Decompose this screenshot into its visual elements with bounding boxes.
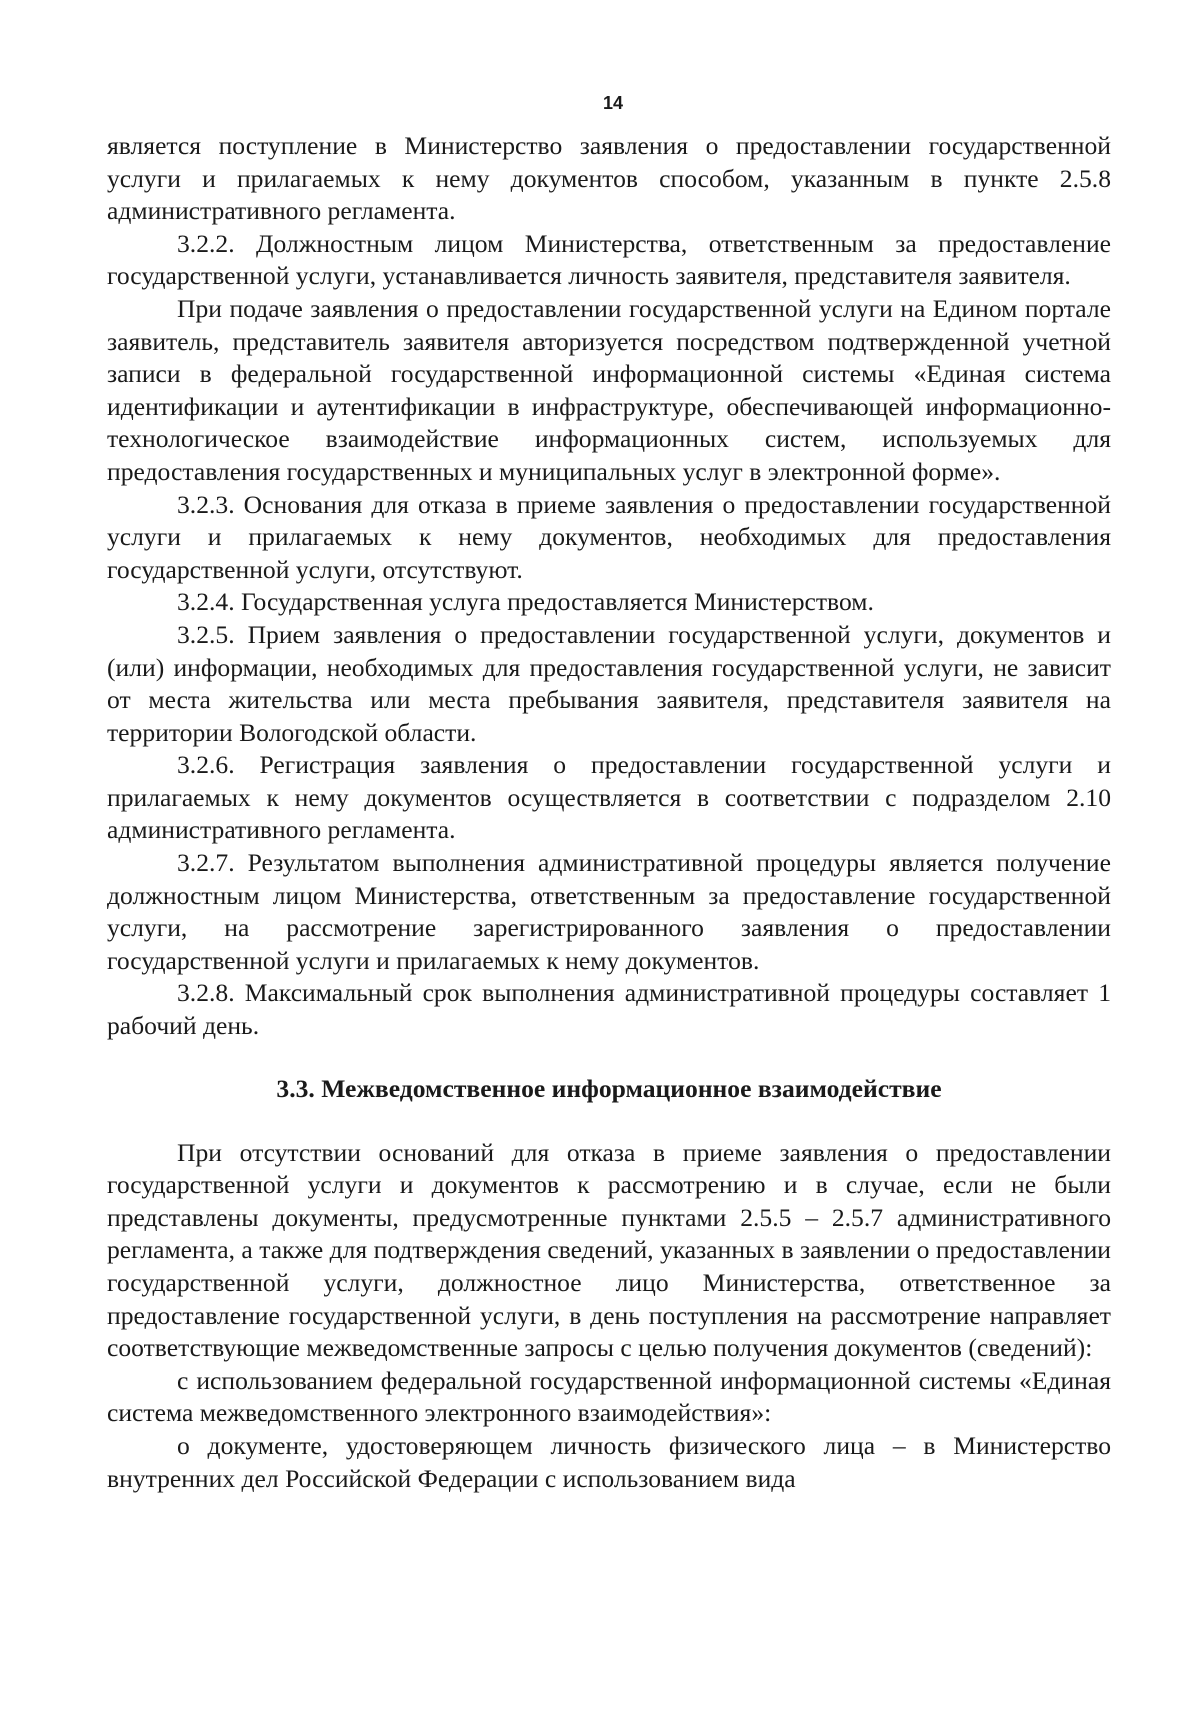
paragraph-identity-document: о документе, удостоверяющем личность физического лица – в Министерство внутренних дел Российской Федерации с использованием вида xyxy=(107,1430,1111,1493)
paragraph-3-2-6: 3.2.6. Регистрация заявления о предоставлении государственной услуги и прилагаемых к нему документов осуществляется в соответствии с подразделом 2.10 административного регламента. xyxy=(107,750,1111,845)
paragraph-continuation: является поступление в Министерство заявления о предоставлении государственной услуги и прилагаемых к нему документов способом, указанным в пункте 2.5.8 административного регламента. xyxy=(107,131,1111,226)
page-number: 14 xyxy=(602,93,624,113)
paragraph-3-2-7: 3.2.7. Результатом выполнения административной процедуры является получение должностным лицом Министерства, ответственным за предоставление государственной услуги, на рассмотрение зарегистрированного заявления о предоставлении государственной услуги и прилагаемых к нему документов. xyxy=(107,848,1111,975)
paragraph-interagency-requests: При отсутствии оснований для отказа в приеме заявления о предоставлении государственной услуги и документов к рассмотрению и в случае, если не были представлены документы, предусмотренные пунктами 2.5.5 – 2.5.7 административного регламента, а также для подтверждения сведений, указанных в заявлении о предоставлении государственной услуги, должностное лицо Министерства, ответственное за предоставление государственной услуги, в день поступления на рассмотрение направляет соответствующие межведомственные запросы с целью получения документов (сведений): xyxy=(107,1137,1111,1363)
paragraph-3-2-2: 3.2.2. Должностным лицом Министерства, ответственным за предоставление государственной услуги, устанавливается личность заявителя, представителя заявителя. xyxy=(107,228,1111,291)
paragraph-3-2-5: 3.2.5. Прием заявления о предоставлении государственной услуги, документов и (или) информации, необходимых для предоставления государственной услуги, не зависит от места жительства или места пребывания заявителя, представителя заявителя на территории Вологодской области. xyxy=(107,619,1111,747)
paragraph-3-2-3: 3.2.3. Основания для отказа в приеме заявления о предоставлении государственной услуги и прилагаемых к нему документов, необходимых для предоставления государственной услуги, отсутствуют. xyxy=(107,489,1111,584)
document-page xyxy=(107,82,1111,1495)
paragraph-3-2-8: 3.2.8. Максимальный срок выполнения административной процедуры составляет 1 рабочий день. xyxy=(107,978,1111,1041)
paragraph-3-2-4: 3.2.4. Государственная услуга предоставляется Министерством. xyxy=(177,587,874,617)
paragraph-smev-system: с использованием федеральной государственной информационной системы «Единая система межведомственного электронного взаимодействия»: xyxy=(107,1365,1111,1428)
section-title-3-3: 3.3. Межведомственное информационное взаимодействие xyxy=(276,1073,942,1103)
paragraph-unified-portal: При подаче заявления о предоставлении государственной услуги на Едином портале заявитель, представитель заявителя авторизуется посредством подтвержденной учетной записи в федеральной государственной информационной системы «Единая система идентификации и аутентификации в инфраструктуре, обеспечивающей информационно-технологическое взаимодействие информационных систем, используемых для предоставления государственных и муниципальных услуг в электронной форме». xyxy=(107,293,1111,486)
